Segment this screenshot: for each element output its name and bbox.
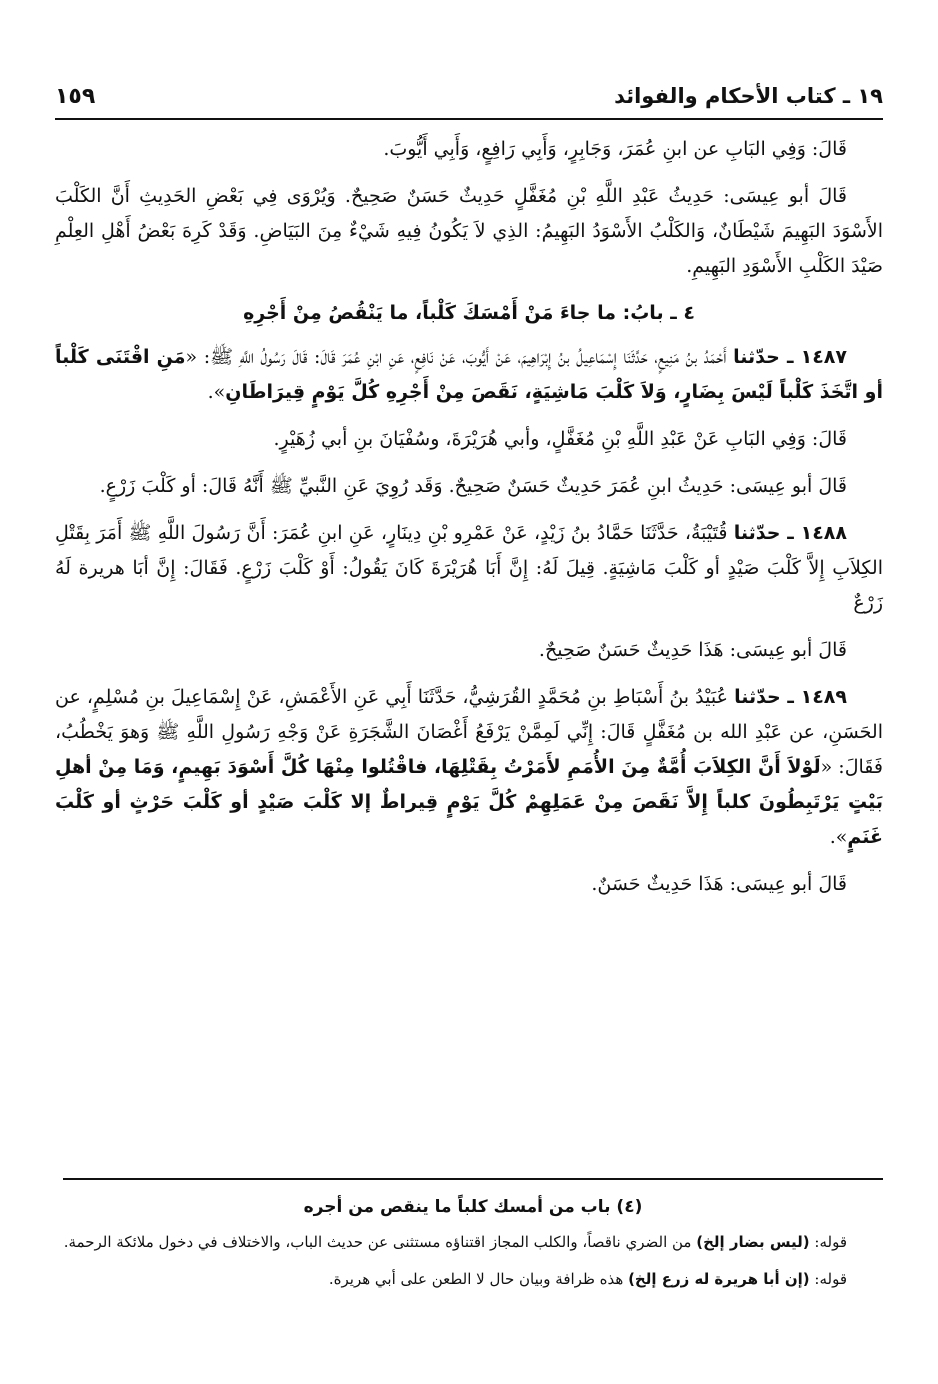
hadith-1489 — [55, 680, 883, 855]
section-heading: ٤ ـ بابُ: ما جاءَ مَنْ أَمْسَكَ كَلْباً، ما يَنْقُصُ مِنْ أَجْرِهِ — [243, 302, 695, 324]
hadith-close: ». — [207, 381, 226, 403]
main-text — [55, 120, 883, 902]
hadith-matn: لَوْلاَ أَنَّ الكِلاَبَ أُمَّةٌ مِنَ الأُمَمِ لأَمَرْتُ بِقَتْلِهَا، فاقْتُلوا مِنْهَا كُلَّ أَسْوَدَ بَهِيمٍ، وَمَا مِنْ أهلِ بَيْتٍ يَرْتَبِطُونَ كلباً إِلاَّ نَقَصَ مِنْ عَمَلِهِمْ كُلَّ يَوْمٍ قِيراطٌ إلا كَلْبَ صَيْدٍ أو كَلْبَ حَرْثٍ أو كَلْبَ غَنَمٍ — [55, 756, 883, 848]
hadith-text: قُتَيْبَةُ، حَدَّثَنَا حَمَّادُ بنُ زَيْدٍ، عَنْ عَمْرِو بْنِ دِينَارٍ، عَنِ ابنِ عُمَرَ: أَنَّ رَسُولَ اللَّهِ ﷺ أَمَرَ بِقَتْلِ الكِلاَبِ إِلاَّ كَلْبَ صَيْدٍ أو كَلْبَ مَاشِيَةٍ. قِيلَ لَهُ: إِنَّ أَبَا هُرَيْرَةَ كَانَ يَقُولُ: أَوْ كَلْبَ زَرْعٍ. فَقَالَ: إِنَّ أبَا هريرة لَهُ زَرْعٌ — [55, 522, 883, 614]
chapter-title: ١٩ ـ كتاب الأحكام والفوائد — [614, 84, 883, 108]
footnote-body — [63, 1228, 883, 1294]
footnote-text: هذه ظرافة وبيان حال لا الطعن على أبي هريرة. — [328, 1270, 629, 1288]
footnote-heading: (٤) باب من أمسك كلباً ما ينقص من أجره — [303, 1197, 643, 1217]
footnote-1 — [63, 1228, 883, 1257]
hadith-close: ». — [829, 826, 848, 848]
paragraph-bab-1487: قَالَ: وَفِي البَابِ عَنْ عَبْدِ اللَّهِ بْنِ مُغَفَّلٍ، وأبي هُرَيْرَةَ، وسُفْيَانَ بنِ أبي زُهَيْرٍ. — [273, 428, 847, 450]
paragraph-grading-1488: قَالَ أبو عِيسَى: هَذَا حَدِيثٌ حَسَنٌ صَحِيحٌ. — [538, 639, 847, 661]
hadith-chain: عُبَيْدُ بنُ أَسْبَاطِ بنِ مُحَمَّدٍ القُرَشِيُّ، حَدَّثَنَا أَبِي عَنِ الأَعْمَشِ، عَنْ إِسْمَاعِيلَ بنِ مُسْلِمٍ، عن الحَسَنِ، عن عَبْدِ الله بن مُغَفَّلٍ قَالَ: إِنِّي لَمِمَّنْ يَرْفَعُ أَغْصَانَ الشَّجَرَةِ عَنْ وَجْهِ رَسُولِ اللَّهِ ﷺ وَهوَ يَخْطُبُ، فَقَالَ: « — [55, 686, 883, 778]
page-header — [55, 78, 883, 120]
hadith-number: ١٤٨٩ ـ حدّثنا — [734, 686, 847, 708]
document-page — [55, 78, 883, 1358]
footnote-lead: قوله: — [809, 1233, 847, 1251]
footnote-text: من الضري ناقصاً، والكلب المجاز اقتناؤه مستثنى عن حديث الباب، والاختلاف في دخول ملائكة الرحمة. — [63, 1233, 697, 1251]
page-number: ١٥٩ — [55, 84, 96, 109]
paragraph-grading-1487: قَالَ أبو عِيسَى: حَدِيثُ ابنِ عُمَرَ حَدِيثٌ حَسَنٌ صَحِيحٌ. وَقَد رُوِيَ عَنِ النَّبيِّ ﷺ أَنَّهُ قَالَ: أو كَلْبَ زَرْعٍ. — [99, 475, 847, 497]
paragraph-abu-isa-grading: قَالَ أبو عِيسَى: حَدِيثُ عَبْدِ اللَّهِ بْنِ مُغَفَّلٍ حَدِيثٌ حَسَنٌ صَحِيحٌ. وَيُرْوَى فِي بَعْضِ الحَدِيثِ أَنَّ الكَلْبَ الأَسْوَدَ البَهِيمَ شَيْطَانٌ، وَالكَلْبُ الأَسْوَدُ البَهِيمُ: الذِي لاَ يَكُونُ فِيهِ شَيْءٌ مِنَ البَيَاضِ. وَقَدْ كَرِهَ بَعْضُ أَهْلِ العِلْمِ صَيْدَ الكَلْبِ الأَسْوَدِ البَهِيمِ. — [55, 185, 883, 277]
hadith-1487 — [55, 340, 883, 410]
footnote-lead: قوله: — [809, 1270, 847, 1288]
footnote-quote: (ليس بضار إلخ) — [696, 1233, 810, 1251]
hadith-number: ١٤٨٨ ـ حدّثنا — [733, 522, 847, 544]
paragraph-bab-mentions: قَالَ: وَفِي البَابِ عن ابنِ عُمَرَ، وَجَابِرٍ، وَأَبِي رَافِعٍ، وَأَبِي أَيُّوبَ. — [383, 138, 847, 160]
hadith-1488 — [55, 516, 883, 621]
hadith-matn: مَنِ اقْتَنَى كَلْباً أو اتَّخَذَ كَلْباً لَيْسَ بِضَارٍ، وَلاَ كَلْبَ مَاشِيَةٍ، نَقَصَ مِنْ أَجْرِهِ كُلَّ يَوْمٍ قِيرَاطَانِ — [55, 346, 883, 403]
hadith-number: ١٤٨٧ ـ حدّثنا — [733, 346, 847, 368]
footnote-2 — [63, 1265, 883, 1294]
footnote-quote: (إن أبا هريرة له زرع إلخ) — [628, 1270, 810, 1288]
footnotes — [63, 1178, 883, 1302]
paragraph-grading-1489: قَالَ أبو عِيسَى: هَذَا حَدِيثٌ حَسَنٌ. — [591, 873, 847, 895]
hadith-chain: أَحْمَدُ بنُ مَنِيعٍ، حَدَّثَنَا إِسْمَاعِيلُ بنُ إِبْرَاهِيمَ، عَنْ أَيُّوبَ، عَنْ نَافِعٍ، عَنِ ابْنِ عُمَرَ قَالَ: قَالَ رَسُولُ اللَّهِ ﷺ: « — [185, 346, 734, 368]
